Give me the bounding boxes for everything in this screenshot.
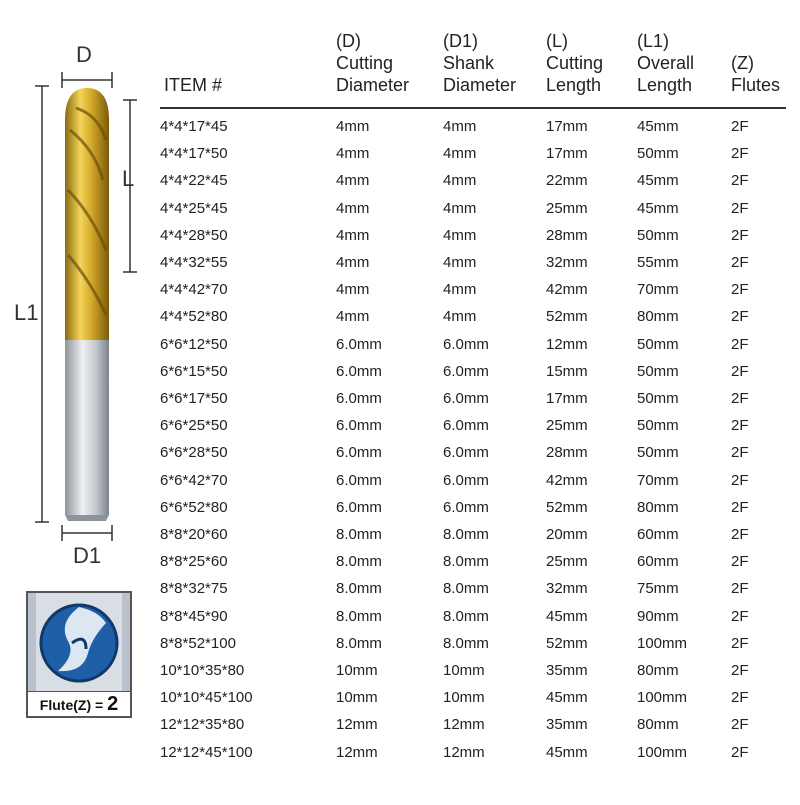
table-row: [160, 303, 786, 330]
cell-cutting-diameter: 4mm: [336, 281, 370, 299]
cell-shank-diameter: 10mm: [443, 662, 485, 679]
cell-overall-length: 70mm: [637, 471, 679, 489]
flute-cross-section-icon: [28, 593, 130, 692]
cell-shank-diameter: 4mm: [443, 226, 477, 244]
flute-badge: [26, 591, 132, 718]
cell-cutting-diameter: 6.0mm: [336, 390, 382, 407]
cell-overall-length: 50mm: [637, 145, 679, 163]
cell-cutting-diameter: 12mm: [336, 743, 378, 761]
cell-cutting-length: 20mm: [546, 526, 588, 543]
cell-flutes: 2F: [731, 743, 749, 761]
cell-shank-diameter: 6.0mm: [443, 390, 489, 407]
cell-shank-diameter: 4mm: [443, 308, 477, 326]
cell-shank-diameter: 4mm: [443, 145, 477, 163]
cell-shank-diameter: 6.0mm: [443, 444, 489, 462]
table-row: [160, 684, 786, 711]
cell-overall-length: 45mm: [637, 199, 679, 217]
cell-shank-diameter: 8.0mm: [443, 553, 489, 571]
cell-cutting-length: 45mm: [546, 607, 588, 625]
cell-cutting-diameter: 4mm: [336, 145, 370, 163]
table-row: [160, 739, 786, 766]
cell-shank-diameter: 4mm: [443, 281, 477, 299]
cell-cutting-length: 25mm: [546, 199, 588, 217]
header-rule: [160, 107, 786, 109]
cell-cutting-diameter: 6.0mm: [336, 498, 382, 516]
cell-overall-length: 45mm: [637, 172, 679, 190]
cell-flutes: 2F: [731, 145, 749, 163]
cell-cutting-length: 32mm: [546, 254, 588, 271]
cell-shank-diameter: 6.0mm: [443, 498, 489, 516]
cell-shank-diameter: 4mm: [443, 199, 477, 217]
table-row: [160, 521, 786, 548]
cell-item-number: 4*4*42*70: [160, 281, 228, 299]
header-item: ITEM #: [164, 75, 223, 95]
cell-cutting-diameter: 6.0mm: [336, 444, 382, 462]
cell-item-number: 6*6*12*50: [160, 335, 228, 353]
cell-item-number: 8*8*20*60: [160, 526, 228, 543]
cell-shank-diameter: 6.0mm: [443, 362, 489, 380]
cell-overall-length: 50mm: [637, 390, 679, 407]
cell-item-number: 4*4*52*80: [160, 308, 228, 326]
cell-flutes: 2F: [731, 390, 749, 407]
cell-cutting-length: 22mm: [546, 172, 588, 190]
cell-flutes: 2F: [731, 634, 749, 652]
cell-item-number: 8*8*25*60: [160, 553, 228, 571]
cell-cutting-length: 28mm: [546, 226, 588, 244]
cell-shank-diameter: 8.0mm: [443, 634, 489, 652]
cell-item-number: 4*4*25*45: [160, 199, 228, 217]
cell-overall-length: 80mm: [637, 308, 679, 326]
l1-label: L1: [14, 300, 39, 325]
cell-flutes: 2F: [731, 553, 749, 571]
d-label: D: [76, 42, 92, 67]
table-row: [160, 167, 786, 194]
cell-cutting-diameter: 6.0mm: [336, 335, 382, 353]
cell-cutting-diameter: 8.0mm: [336, 580, 382, 598]
cell-shank-diameter: 4mm: [443, 254, 477, 271]
cell-overall-length: 50mm: [637, 444, 679, 462]
cell-overall-length: 100mm: [637, 743, 688, 761]
table-row: [160, 548, 786, 575]
cell-cutting-length: 17mm: [546, 390, 588, 407]
cell-shank-diameter: 8.0mm: [443, 526, 489, 543]
cell-item-number: 4*4*22*45: [160, 172, 228, 190]
table-row: [160, 276, 786, 303]
cell-cutting-diameter: 10mm: [336, 689, 378, 707]
cell-flutes: 2F: [731, 471, 749, 489]
cell-flutes: 2F: [731, 417, 749, 435]
cell-cutting-length: 52mm: [546, 308, 588, 326]
d1-label: D1: [73, 543, 102, 568]
cell-overall-length: 80mm: [637, 662, 679, 679]
header-flutes: (Z) Flutes: [731, 53, 781, 95]
cell-item-number: 6*6*25*50: [160, 417, 228, 435]
cell-cutting-diameter: 4mm: [336, 308, 370, 326]
cell-cutting-diameter: 4mm: [336, 254, 370, 271]
cell-flutes: 2F: [731, 281, 749, 299]
header-overall-length: (L1) Overall Length: [637, 31, 695, 95]
cell-shank-diameter: 4mm: [443, 172, 477, 190]
table-row: [160, 358, 786, 385]
cell-flutes: 2F: [731, 607, 749, 625]
end-mill-diagram: [0, 0, 160, 800]
cell-cutting-diameter: 12mm: [336, 716, 378, 734]
cell-cutting-length: 35mm: [546, 662, 588, 679]
header-cutting-diameter: (D) Cutting Diameter: [336, 31, 410, 95]
cell-cutting-length: 12mm: [546, 335, 588, 353]
cell-overall-length: 50mm: [637, 417, 679, 435]
cell-overall-length: 55mm: [637, 254, 679, 271]
cell-cutting-length: 17mm: [546, 118, 588, 135]
table-row: [160, 140, 786, 167]
cell-shank-diameter: 6.0mm: [443, 417, 489, 435]
cell-flutes: 2F: [731, 226, 749, 244]
cell-flutes: 2F: [731, 308, 749, 326]
cell-flutes: 2F: [731, 498, 749, 516]
cell-cutting-diameter: 6.0mm: [336, 362, 382, 380]
cell-flutes: 2F: [731, 172, 749, 190]
cell-cutting-length: 42mm: [546, 281, 588, 299]
cell-item-number: 10*10*45*100: [160, 689, 253, 707]
cell-flutes: 2F: [731, 444, 749, 462]
cell-overall-length: 50mm: [637, 226, 679, 244]
flute-caption: [28, 691, 130, 716]
cell-shank-diameter: 8.0mm: [443, 607, 489, 625]
cell-overall-length: 90mm: [637, 607, 679, 625]
cell-flutes: 2F: [731, 254, 749, 271]
cell-overall-length: 60mm: [637, 526, 679, 543]
cell-cutting-length: 25mm: [546, 553, 588, 571]
cell-shank-diameter: 10mm: [443, 689, 485, 707]
cell-item-number: 12*12*45*100: [160, 743, 253, 761]
cell-flutes: 2F: [731, 689, 749, 707]
cell-cutting-diameter: 8.0mm: [336, 634, 382, 652]
cell-item-number: 4*4*17*45: [160, 118, 228, 135]
table-row: [160, 113, 786, 140]
cell-flutes: 2F: [731, 716, 749, 734]
table-row: [160, 711, 786, 738]
cell-overall-length: 50mm: [637, 335, 679, 353]
header-shank-diameter: (D1) Shank Diameter: [443, 31, 517, 95]
cell-cutting-length: 52mm: [546, 634, 588, 652]
cell-shank-diameter: 8.0mm: [443, 580, 489, 598]
cell-overall-length: 100mm: [637, 689, 688, 707]
cell-flutes: 2F: [731, 118, 749, 135]
cell-cutting-length: 35mm: [546, 716, 588, 734]
cell-overall-length: 100mm: [637, 634, 688, 652]
header-cutting-length: (L) Cutting Length: [546, 31, 604, 95]
cell-flutes: 2F: [731, 662, 749, 679]
cell-item-number: 6*6*52*80: [160, 498, 228, 516]
cell-shank-diameter: 12mm: [443, 716, 485, 734]
cell-flutes: 2F: [731, 335, 749, 353]
cell-overall-length: 50mm: [637, 362, 679, 380]
table-row: [160, 467, 786, 494]
shank-section: [65, 340, 109, 515]
cell-overall-length: 75mm: [637, 580, 679, 598]
cell-cutting-length: 17mm: [546, 145, 588, 163]
table-row: [160, 494, 786, 521]
cell-flutes: 2F: [731, 526, 749, 543]
cell-flutes: 2F: [731, 199, 749, 217]
table-row: [160, 249, 786, 276]
cell-cutting-length: 45mm: [546, 743, 588, 761]
cell-overall-length: 80mm: [637, 498, 679, 516]
cell-item-number: 8*8*45*90: [160, 607, 228, 625]
cell-overall-length: 60mm: [637, 553, 679, 571]
cell-flutes: 2F: [731, 580, 749, 598]
cell-cutting-length: 25mm: [546, 417, 588, 435]
cell-item-number: 8*8*32*75: [160, 580, 228, 598]
cell-cutting-diameter: 8.0mm: [336, 526, 382, 543]
table-row: [160, 222, 786, 249]
cell-cutting-length: 28mm: [546, 444, 588, 462]
table-row: [160, 630, 786, 657]
table-row: [160, 195, 786, 222]
cell-item-number: 4*4*17*50: [160, 145, 228, 163]
cell-cutting-diameter: 6.0mm: [336, 417, 382, 435]
table-row: [160, 385, 786, 412]
cell-cutting-diameter: 4mm: [336, 118, 370, 135]
cell-item-number: 6*6*15*50: [160, 362, 228, 380]
cell-shank-diameter: 6.0mm: [443, 471, 489, 489]
table-row: [160, 439, 786, 466]
cell-cutting-diameter: 6.0mm: [336, 471, 382, 489]
table-row: [160, 657, 786, 684]
cell-cutting-diameter: 8.0mm: [336, 607, 382, 625]
table-row: [160, 331, 786, 358]
table-row: [160, 575, 786, 602]
cell-cutting-diameter: 8.0mm: [336, 553, 382, 571]
cell-item-number: 10*10*35*80: [160, 662, 245, 679]
cell-cutting-length: 45mm: [546, 689, 588, 707]
cell-flutes: 2F: [731, 362, 749, 380]
table-row: [160, 412, 786, 439]
cell-cutting-length: 15mm: [546, 362, 588, 380]
cell-shank-diameter: 12mm: [443, 743, 485, 761]
flute-caption-value: 2: [107, 693, 119, 715]
cell-item-number: 6*6*17*50: [160, 390, 228, 407]
cell-shank-diameter: 6.0mm: [443, 335, 489, 353]
cell-cutting-diameter: 4mm: [336, 199, 370, 217]
cell-cutting-length: 42mm: [546, 471, 588, 489]
cell-cutting-length: 52mm: [546, 498, 588, 516]
cell-overall-length: 45mm: [637, 118, 679, 135]
cell-item-number: 12*12*35*80: [160, 716, 245, 734]
cell-item-number: 6*6*28*50: [160, 444, 228, 462]
cell-item-number: 6*6*42*70: [160, 471, 228, 489]
cell-cutting-length: 32mm: [546, 580, 588, 598]
l-label: L: [122, 166, 135, 191]
cell-cutting-diameter: 4mm: [336, 226, 370, 244]
flute-caption-prefix: Flute(Z) =: [39, 697, 104, 713]
cell-overall-length: 70mm: [637, 281, 679, 299]
cell-overall-length: 80mm: [637, 716, 679, 734]
cell-item-number: 8*8*52*100: [160, 634, 236, 652]
cell-item-number: 4*4*32*55: [160, 254, 228, 271]
cell-item-number: 4*4*28*50: [160, 226, 228, 244]
table-row: [160, 603, 786, 630]
cell-shank-diameter: 4mm: [443, 118, 477, 135]
cell-cutting-diameter: 4mm: [336, 172, 370, 190]
cell-cutting-diameter: 10mm: [336, 662, 378, 679]
